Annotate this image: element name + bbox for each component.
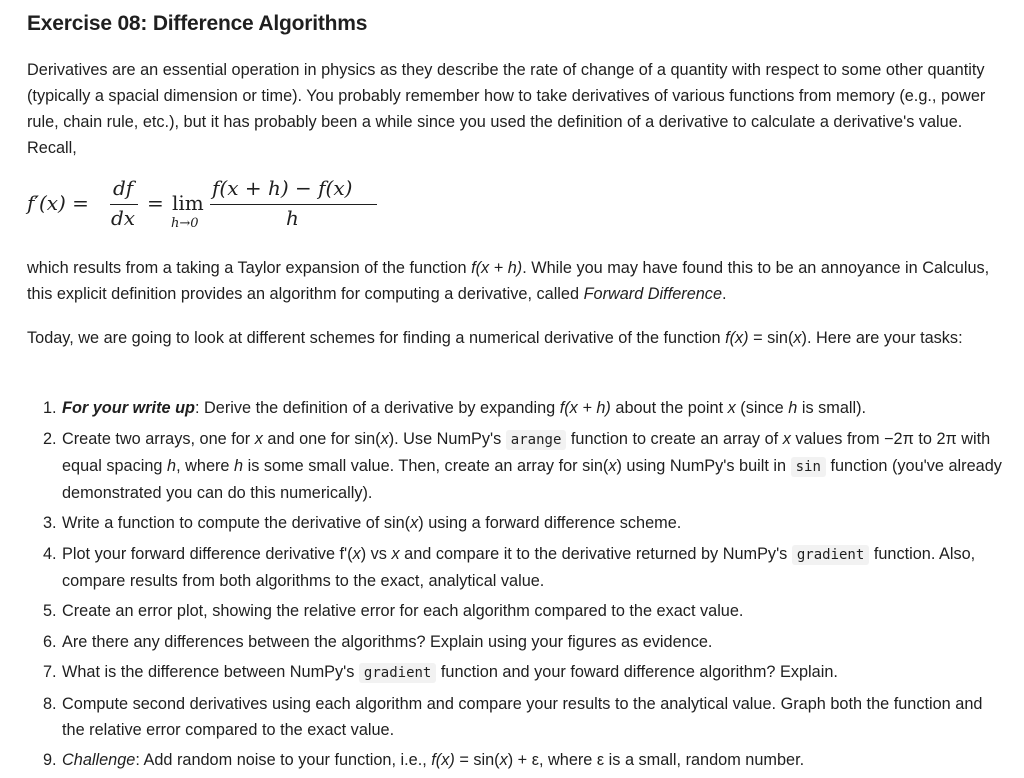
math-inline: x [410,514,419,532]
text: function and your foward difference algorithm? Explain. [436,663,838,681]
math-inline: h [167,456,177,475]
text: . [722,285,727,303]
challenge-label: Challenge [62,751,136,769]
list-number: 6. [43,632,57,651]
math-inline: h [234,456,244,475]
list-number: 9. [43,751,57,769]
math-inline: x [254,429,263,448]
math-inline: f(x) [725,329,749,347]
inline-code: sin [791,457,826,477]
list-item [27,747,1002,773]
math-inline: h [788,399,798,417]
text: ) using NumPy's built in [616,456,791,475]
text: Write a function to compute the derivative of sin( [62,514,411,532]
text: function (you've already demonstrated you can do this numerically). [62,456,1002,502]
inline-code: arange [506,430,567,450]
list-item [27,629,1002,655]
equation-dx: dx [111,206,136,230]
list-item [27,541,1002,594]
equation-df: df [113,176,134,200]
text: function to create an array of [566,429,783,448]
equation-numerator: f(x + h) − f(x) [212,176,353,200]
intro-paragraph: Derivatives are an essential operation in physics as they describe the rate of change of a quantity with respect to some other quantity (typically a spacial dimension or time). You probably remember how to take derivatives of various functions from memory (e.g., power rule, chain rule, etc.), but it has probably been a while since you used the definition of a derivative to calculate a derivative's value. Recall, [27,61,986,157]
equation-lim: lim [172,191,204,215]
text: and one for sin( [262,429,381,448]
text: ). Use NumPy's [388,429,506,448]
text: and compare it to the derivative returned by NumPy's [399,544,792,563]
write-up-label: For your write up [62,399,195,417]
text: about the point [610,399,728,417]
text: . While you may have found this to be an annoyance in Calculus, this explicit definition provides an algorithm for computing a derivative, called [27,259,990,303]
text: values from −2π to 2π with equal spacing [62,429,991,475]
equation-lim-subscript: h→0 [171,216,199,231]
taylor-paragraph [27,255,1002,307]
list-item [27,598,1002,624]
text: Create an error plot, showing the relative error for each algorithm compared to the exact value. [62,602,744,620]
math-inline: x [499,751,508,769]
math-inline: x [793,329,802,347]
text: function. Also, compare results from both algorithms to the exact, analytical value. [62,544,976,590]
list-item [27,691,1002,743]
text: ) vs [360,544,392,563]
text: which results from a taking a Taylor expansion of the function [27,259,472,277]
text: is small). [797,399,867,417]
list-number: 8. [43,694,57,713]
math-inline: f(x + h) [559,399,611,417]
math-inline: x [608,456,617,475]
math-inline: x [380,429,389,448]
text: (since [735,399,789,417]
list-item [27,426,1002,506]
text: Compute second derivatives using each algorithm and compare your results to the analytical value. Graph both the function and the relative error compared to the exact value. [62,694,983,739]
text: What is the difference between NumPy's [62,663,359,681]
text: = sin( [748,329,794,347]
math-inline: x [782,429,791,448]
page-title: Exercise 08: Difference Algorithms [27,12,368,35]
list-number: 3. [43,514,57,532]
fraction-bar-dfdx [110,204,138,205]
text: Plot your forward difference derivative f'( [62,544,353,563]
math-inline: x [727,399,736,417]
text: : Derive the definition of a derivative by expanding [194,399,560,417]
list-number: 7. [43,663,57,681]
inline-code: gradient [792,545,869,565]
text: Are there any differences between the algorithms? Explain using your figures as evidence. [62,632,713,651]
forward-difference-term: Forward Difference [583,285,723,303]
text: Today, we are going to look at different schemes for finding a numerical derivative of the function [27,329,726,347]
list-item [27,510,1002,536]
list-item [27,659,1002,686]
list-number: 1. [43,399,57,417]
inline-code: gradient [359,663,436,683]
text: ) using a forward difference scheme. [418,514,682,532]
text: ) + ε, where ε is a small, random number. [507,751,805,769]
text: = sin( [454,751,500,769]
task-list [27,395,1002,778]
math-inline: f(x) [431,751,455,769]
text: , where [176,456,234,475]
text: Create two arrays, one for [62,429,255,448]
equation-equals: = [147,191,164,215]
math-inline: f(x + h) [471,259,523,277]
text: : Add random noise to your function, i.e., [135,751,432,769]
text: ). Here are your tasks: [801,329,963,347]
math-inline: x [352,544,361,563]
list-number: 5. [43,602,57,620]
list-item [27,395,1002,421]
equation-denominator: h [286,206,299,230]
text: is some small value. Then, create an array for sin( [243,456,609,475]
fraction-bar-main [210,204,377,205]
tasks-intro-paragraph [27,325,1002,351]
list-number: 4. [43,544,57,563]
list-number: 2. [43,429,57,448]
math-inline: x [391,544,400,563]
equation-lhs: f′(x) = [27,191,89,215]
